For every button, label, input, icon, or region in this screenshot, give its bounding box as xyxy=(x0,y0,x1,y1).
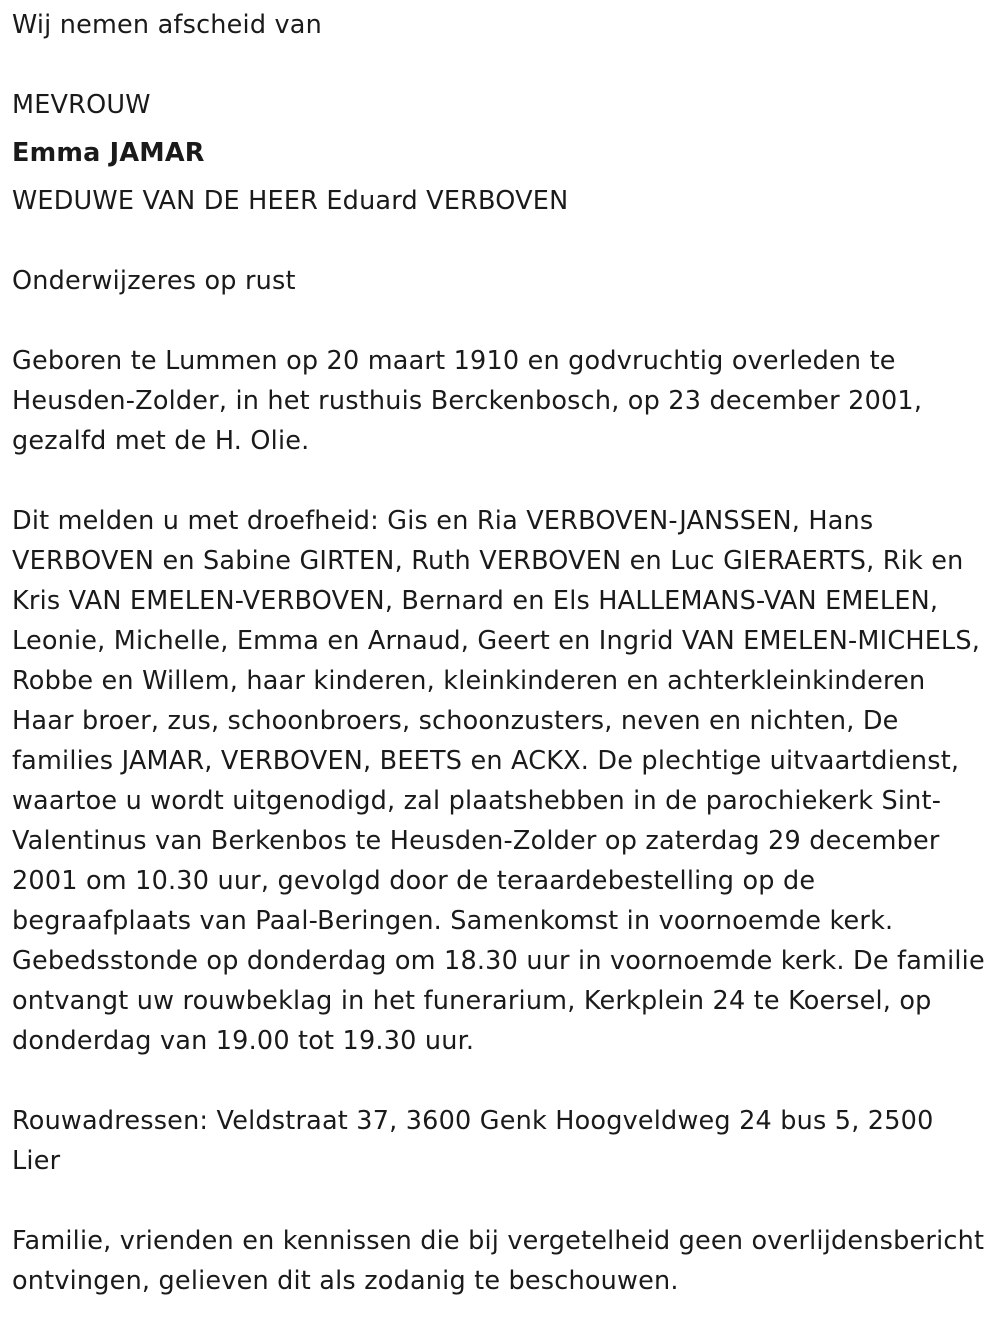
spacer xyxy=(12,45,988,85)
intro-line: Wij nemen afscheid van xyxy=(12,10,322,40)
addresses-paragraph: Rouwadressen: Veldstraat 37, 3600 Genk Hoogveldweg 24 bus 5, 2500 Lier xyxy=(12,1106,934,1176)
spacer xyxy=(12,461,988,501)
birth-death-paragraph: Geboren te Lummen op 20 maart 1910 en godvruchtig overleden te Heusden-Zolder, in het rusthuis Berckenbosch, op 23 december 2001, gezalfd met de H. Olie. xyxy=(12,346,923,456)
widow-of-line: WEDUWE VAN DE HEER Eduard VERBOVEN xyxy=(12,186,569,216)
honorific: MEVROUW xyxy=(12,90,151,120)
spacer xyxy=(12,221,988,261)
spacer xyxy=(12,125,988,133)
announcement-paragraph: Dit melden u met droefheid: Gis en Ria VERBOVEN-JANSSEN, Hans VERBOVEN en Sabine GIRTEN, Ruth VERBOVEN en Luc GIERAERTS, Rik en Kris VAN EMELEN-VERBOVEN, Bernard en Els HALLEMANS-VAN EMELEN, Leonie, Michelle, Emma en Arnaud, Geert en Ingrid VAN EMELEN-MICHELS, Robbe en Willem, haar kinderen, kleinkinderen en achterkleinkinderen Haar broer, zus, schoonbroers, schoonzusters, neven en nichten, De families JAMAR, VERBOVEN, BEETS en ACKX. De plechtige uitvaartdienst, waartoe u wordt uitgenodigd, zal plaatshebben in de parochiekerk Sint-Valentinus van Berkenbos te Heusden-Zolder op zaterdag 29 december 2001 om 10.30 uur, gevolgd door de teraardebestelling op de begraafplaats van Paal-Beringen. Samenkomst in voornoemde kerk. Gebedsstonde op donderdag om 18.30 uur in voornoemde kerk. De familie ontvangt uw rouwbeklag in het funerarium, Kerkplein 24 te Koersel, op donderdag van 19.00 tot 19.30 uur. xyxy=(12,506,985,1056)
spacer xyxy=(12,1061,988,1101)
deceased-name: Emma JAMAR xyxy=(12,138,205,168)
spacer xyxy=(12,1181,988,1221)
spacer xyxy=(12,173,988,181)
occupation-line: Onderwijzeres op rust xyxy=(12,266,296,296)
closing-paragraph: Familie, vrienden en kennissen die bij vergetelheid geen overlijdensbericht ontvingen, gelieven dit als zodanig te beschouwen. xyxy=(12,1226,985,1296)
spacer xyxy=(12,301,988,341)
